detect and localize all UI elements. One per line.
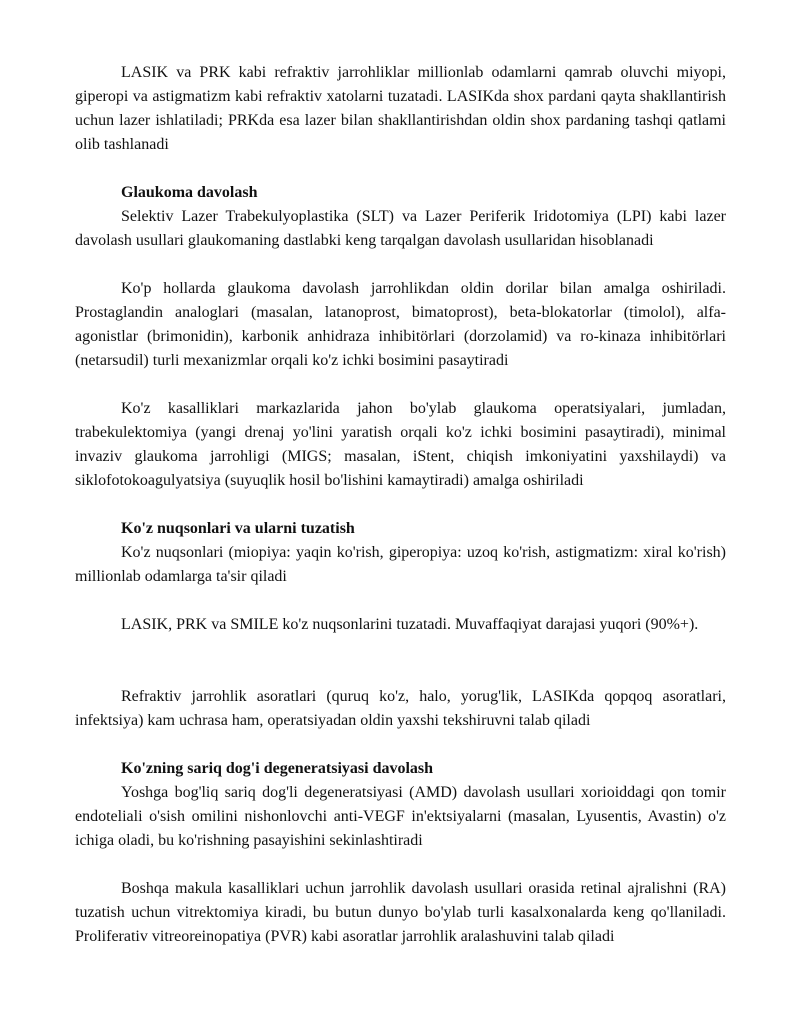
paragraph-refractive-errors: Ko'z nuqsonlari (miopiya: yaqin ko'rish, giperopiya: uzoq ko'rish, astigmatizm: xiral ko'rish) millionlab odamlarga ta'sir qiladi [75,544,726,585]
paragraph-refractive-surgery: LASIK va PRK kabi refraktiv jarrohliklar millionlab odamlarni qamrab oluvchi miyopi, giperopi va astigmatizm kabi refraktiv xatolarni tuzatadi. LASIKda shox pardani qayta shakllantirish uchun lazer ishlatiladi; PRKda esa lazer bilan shakllantirishdan oldin shox pardaning tashqi qatlami olib tashlanadi [75,64,726,153]
heading-glaucoma-treatment: Glaukoma davolash [121,184,258,201]
paragraph-macular-surgery: Boshqa makula kasalliklari uchun jarrohlik davolash usullari orasida retinal ajralishni (RA) tuzatish uchun vitrektomiya kiradi, bu butun dunyo bo'ylab turli kasalxonalarda keng qo'llaniladi. Proliferativ vitreoreinopatiya (PVR) kabi asoratlar jarrohlik aralashuvini talab qiladi [75,880,726,945]
paragraph-refractive-complications: Refraktiv jarrohlik asoratlari (quruq ko'z, halo, yorug'lik, LASIKda qopqoq asoratlari, infektsiya) kam uchrasa ham, operatsiyadan oldin yaxshi tekshiruvni talab qiladi [75,688,726,729]
document-page [75,61,726,949]
paragraph-lasik-prk-smile: LASIK, PRK va SMILE ko'z nuqsonlarini tuzatadi. Muvaffaqiyat darajasi yuqori (90%+). [121,616,699,633]
paragraph-glaucoma-laser: Selektiv Lazer Trabekulyoplastika (SLT) va Lazer Periferik Iridotomiya (LPI) kabi lazer davolash usullari glaukomaning dastlabki keng tarqalgan davolash usullaridan hisoblanadi [75,208,726,249]
heading-macular-degeneration: Ko'zning sariq dog'i degeneratsiyasi davolash [121,760,434,777]
paragraph-glaucoma-surgery: Ko'z kasalliklari markazlarida jahon bo'ylab glaukoma operatsiyalari, jumladan, trabekulektomiya (yangi drenaj yo'lini yaratish orqali ko'z ichki bosimini pasaytiradi), minimal invaziv glaukoma jarrohligi (MIGS; masalan, iStent, chiqish imkoniyatini yaxshilaydi) va siklofotokoagulyatsiya (suyuqlik hosil bo'lishini kamaytiradi) amalga oshiriladi [75,400,726,489]
paragraph-glaucoma-medication: Ko'p hollarda glaukoma davolash jarrohlikdan oldin dorilar bilan amalga oshiriladi. Prostaglandin analoglari (masalan, latanoprost, bimatoprost), beta-blokatorlar (timolol), alfa-agonistlar (brimonidin), karbonik anhidraza inhibitörlari (dorzolamid) va ro-kinaza inhibitörlari (netarsudil) turli mexanizmlar orqali ko'z ichki bosimini pasaytiradi [75,280,726,369]
heading-refractive-errors: Ko'z nuqsonlari va ularni tuzatish [121,520,355,537]
paragraph-amd-treatment: Yoshga bog'liq sariq dog'li degeneratsiyasi (AMD) davolash usullari xorioiddagi qon tomir endoteliali o'sish omilini nishonlovchi anti-VEGF in'ektsiyalarni (masalan, Lyusentis, Avastin) o'z ichiga oladi, bu ko'rishning pasayishini sekinlashtiradi [75,784,726,849]
